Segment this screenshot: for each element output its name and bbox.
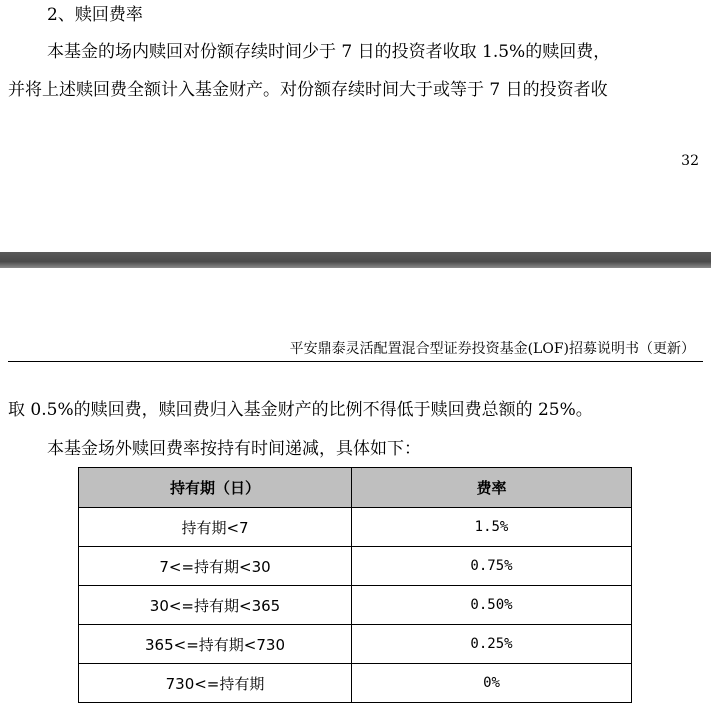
table-row [79,508,632,547]
header-rule [8,361,703,362]
fee-rate-cell: 1.5% [352,508,632,547]
fee-rate-cell: 0.25% [352,625,632,664]
column-header-holding-period: 持有期（日） [79,468,352,508]
redemption-fee-table [78,467,632,703]
paragraph-continuation: 并将上述赎回费全额计入基金财产。对份额存续时间大于或等于 7 日的投资者收 [8,80,608,100]
column-header-fee-rate: 费率 [352,468,632,508]
section-heading: 2、赎回费率 [47,5,143,25]
fee-rate-cell: 0.75% [352,547,632,586]
table-row [79,547,632,586]
holding-period-cell: 持有期<7 [79,508,352,547]
holding-period-cell: 365<=持有期<730 [79,625,352,664]
table-row [79,586,632,625]
fee-rate-cell: 0.50% [352,586,632,625]
table-row [79,625,632,664]
table-header-row [79,468,632,508]
holding-period-cell: 30<=持有期<365 [79,586,352,625]
holding-period-cell: 730<=持有期 [79,664,352,703]
paragraph-redemption-fee-allocation: 取 0.5%的赎回费，赎回费归入基金财产的比例不得低于赎回费总额的 25%。 [8,400,593,420]
holding-period-cell: 7<=持有期<30 [79,547,352,586]
running-header-title: 平安鼎泰灵活配置混合型证券投资基金(LOF)招募说明书（更新） [289,341,695,357]
page-number: 32 [681,153,699,169]
paragraph-off-exchange-intro: 本基金场外赎回费率按持有时间递减，具体如下： [47,439,421,459]
paragraph-on-exchange-redemption: 本基金的场内赎回对份额存续时间少于 7 日的投资者收取 1.5%的赎回费， [47,42,611,62]
table-row [79,664,632,703]
page-separator [0,252,711,268]
fee-rate-cell: 0% [352,664,632,703]
